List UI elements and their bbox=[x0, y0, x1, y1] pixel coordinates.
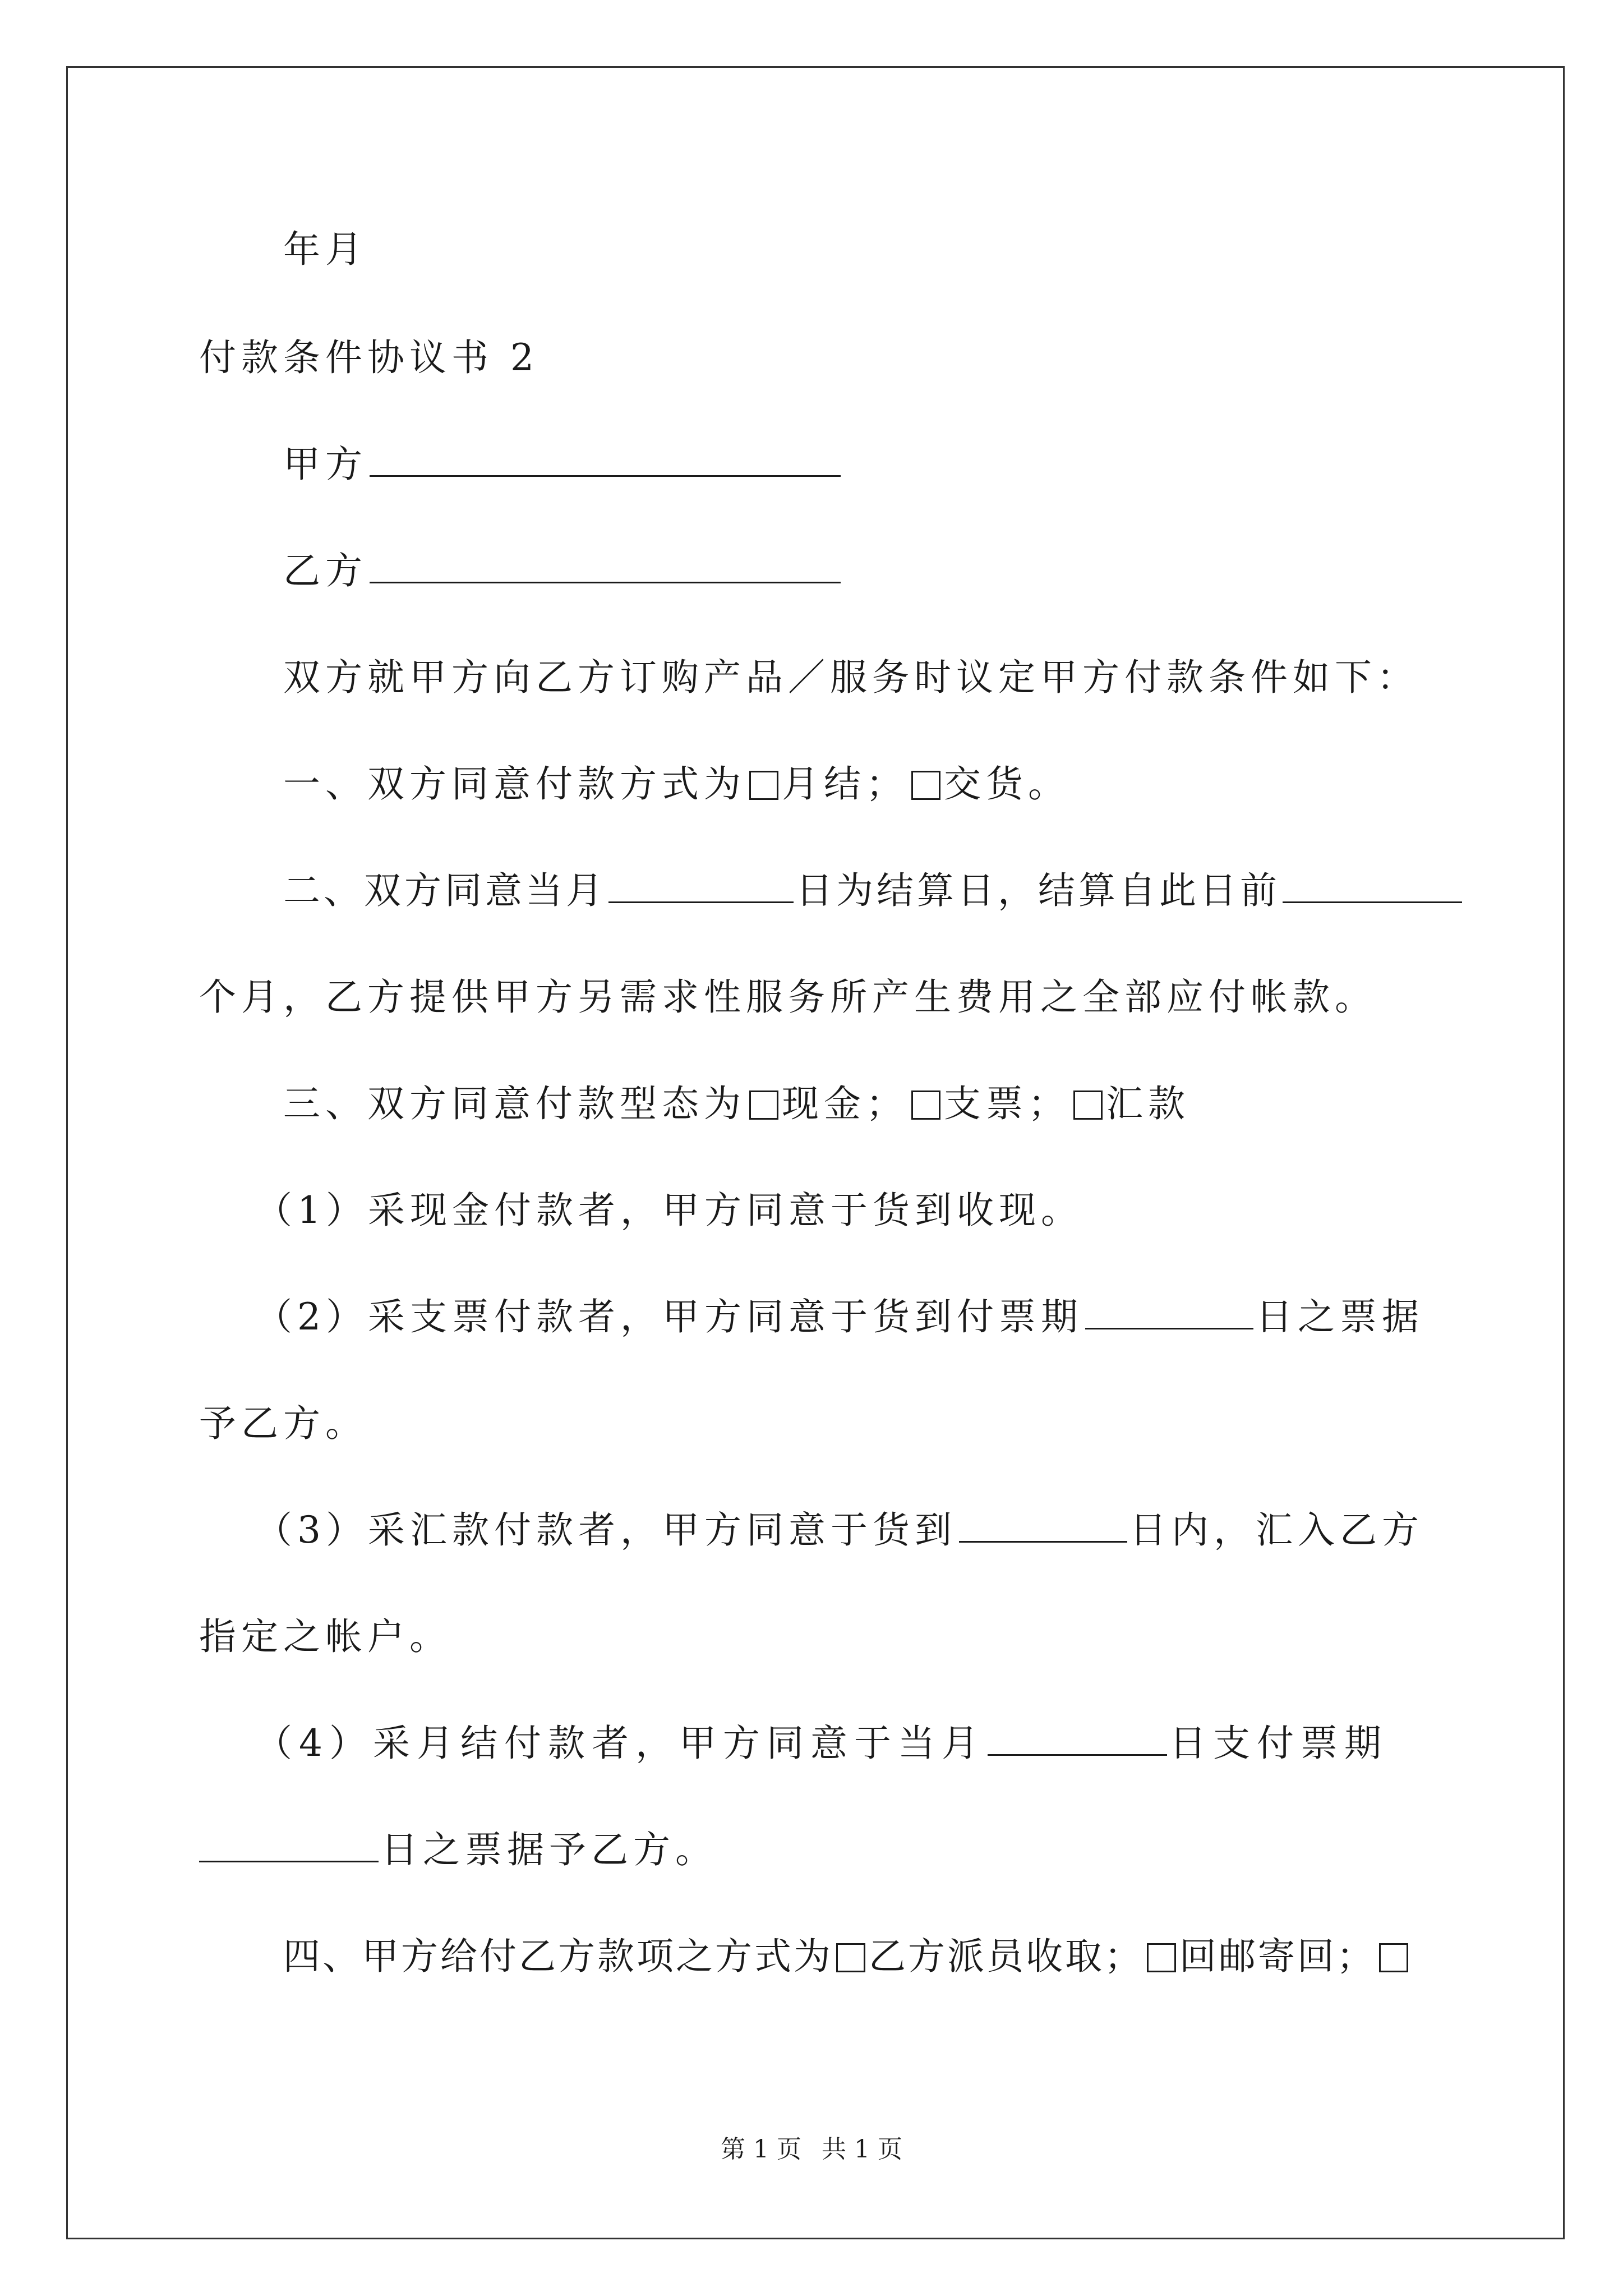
sub-clause-3-part-a: （3）采汇款付款者，甲方同意于货到 bbox=[255, 1508, 957, 1552]
clause-2-part-a: 二、双方同意当月 bbox=[283, 869, 606, 912]
clause-1-text: 一、双方同意付款方式为 bbox=[283, 762, 746, 806]
sub-clause-1: （1）采现金付款者，甲方同意于货到收现。 bbox=[255, 1189, 1083, 1232]
clause-4-text: 四、甲方给付乙方款项之方式为 bbox=[283, 1935, 833, 1978]
page-total: 共 1 页 bbox=[822, 2135, 902, 2164]
page-border bbox=[66, 66, 1565, 2239]
sub-clause-3-line-1 bbox=[255, 1508, 1424, 1553]
checkbox-other bbox=[1379, 1943, 1408, 1972]
checkbox-mail-back bbox=[1147, 1943, 1176, 1972]
checkbox-cash bbox=[749, 1091, 778, 1120]
sub-clause-3-line-2: 指定之帐户。 bbox=[199, 1615, 451, 1658]
monthly-day-blank bbox=[988, 1723, 1167, 1756]
document-title: 付款条件协议书 2 bbox=[199, 336, 539, 379]
intro-paragraph: 双方就甲方向乙方订购产品／服务时议定甲方付款条件如下： bbox=[283, 656, 1419, 699]
check-term-blank bbox=[1085, 1296, 1253, 1329]
date-line: 年月 bbox=[283, 228, 367, 271]
sub-clause-4-part-a: （4）采月结付款者，甲方同意于当月 bbox=[255, 1722, 985, 1765]
checkbox-check bbox=[911, 1091, 940, 1120]
clause-2-line-1 bbox=[283, 868, 1464, 913]
sub-clause-4-part-c: 日之票据予乙方。 bbox=[381, 1828, 717, 1871]
clause-1-opt-2: 交货。 bbox=[944, 762, 1070, 806]
party-a-blank bbox=[370, 444, 841, 477]
party-b-blank bbox=[370, 550, 841, 583]
clause-3-opt-1: 现金； bbox=[782, 1082, 908, 1125]
clause-1-opt-1: 月结； bbox=[782, 762, 908, 806]
checkbox-delivery bbox=[911, 771, 940, 800]
sub-clause-3-part-b: 日内，汇入乙方 bbox=[1129, 1508, 1424, 1552]
party-a-label: 甲方 bbox=[283, 443, 367, 486]
clause-3-text: 三、双方同意付款型态为 bbox=[283, 1082, 746, 1125]
clause-4 bbox=[283, 1934, 1412, 1979]
clause-3-opt-3: 汇款 bbox=[1106, 1082, 1190, 1125]
clause-3 bbox=[283, 1082, 1190, 1126]
sub-clause-2-line-1 bbox=[255, 1295, 1424, 1340]
sub-clause-4-line-1 bbox=[255, 1721, 1388, 1766]
settlement-months-blank bbox=[1283, 870, 1462, 903]
sub-clause-2-part-a: （2）采支票付款者，甲方同意于货到付票期 bbox=[255, 1295, 1083, 1338]
sub-clause-2-line-2: 予乙方。 bbox=[199, 1402, 367, 1445]
clause-4-opt-1: 乙方派员收取； bbox=[869, 1935, 1144, 1978]
page-footer bbox=[0, 2129, 1623, 2165]
checkbox-remittance bbox=[1073, 1091, 1103, 1120]
checkbox-monthly bbox=[749, 771, 778, 800]
clause-1 bbox=[283, 762, 1070, 807]
sub-clause-4-part-b: 日支付票期 bbox=[1169, 1722, 1388, 1765]
checkbox-staff-collect bbox=[836, 1943, 865, 1972]
clause-4-opt-2: 回邮寄回； bbox=[1179, 1935, 1376, 1978]
remittance-days-blank bbox=[959, 1510, 1127, 1543]
page-number: 第 1 页 bbox=[721, 2135, 801, 2164]
clause-2-line-2: 个月，乙方提供甲方另需求性服务所产生费用之全部应付帐款。 bbox=[199, 976, 1377, 1019]
party-b-label: 乙方 bbox=[283, 549, 367, 592]
party-a-line bbox=[283, 442, 843, 487]
sub-clause-2-part-b: 日之票据 bbox=[1256, 1295, 1424, 1338]
monthly-term-blank bbox=[199, 1829, 379, 1862]
clause-2-part-b: 日为结算日，结算自此日前 bbox=[796, 869, 1280, 912]
party-b-line bbox=[283, 549, 843, 593]
clause-3-opt-2: 支票； bbox=[944, 1082, 1070, 1125]
settlement-day-blank bbox=[608, 870, 794, 903]
sub-clause-4-line-2 bbox=[199, 1828, 717, 1872]
